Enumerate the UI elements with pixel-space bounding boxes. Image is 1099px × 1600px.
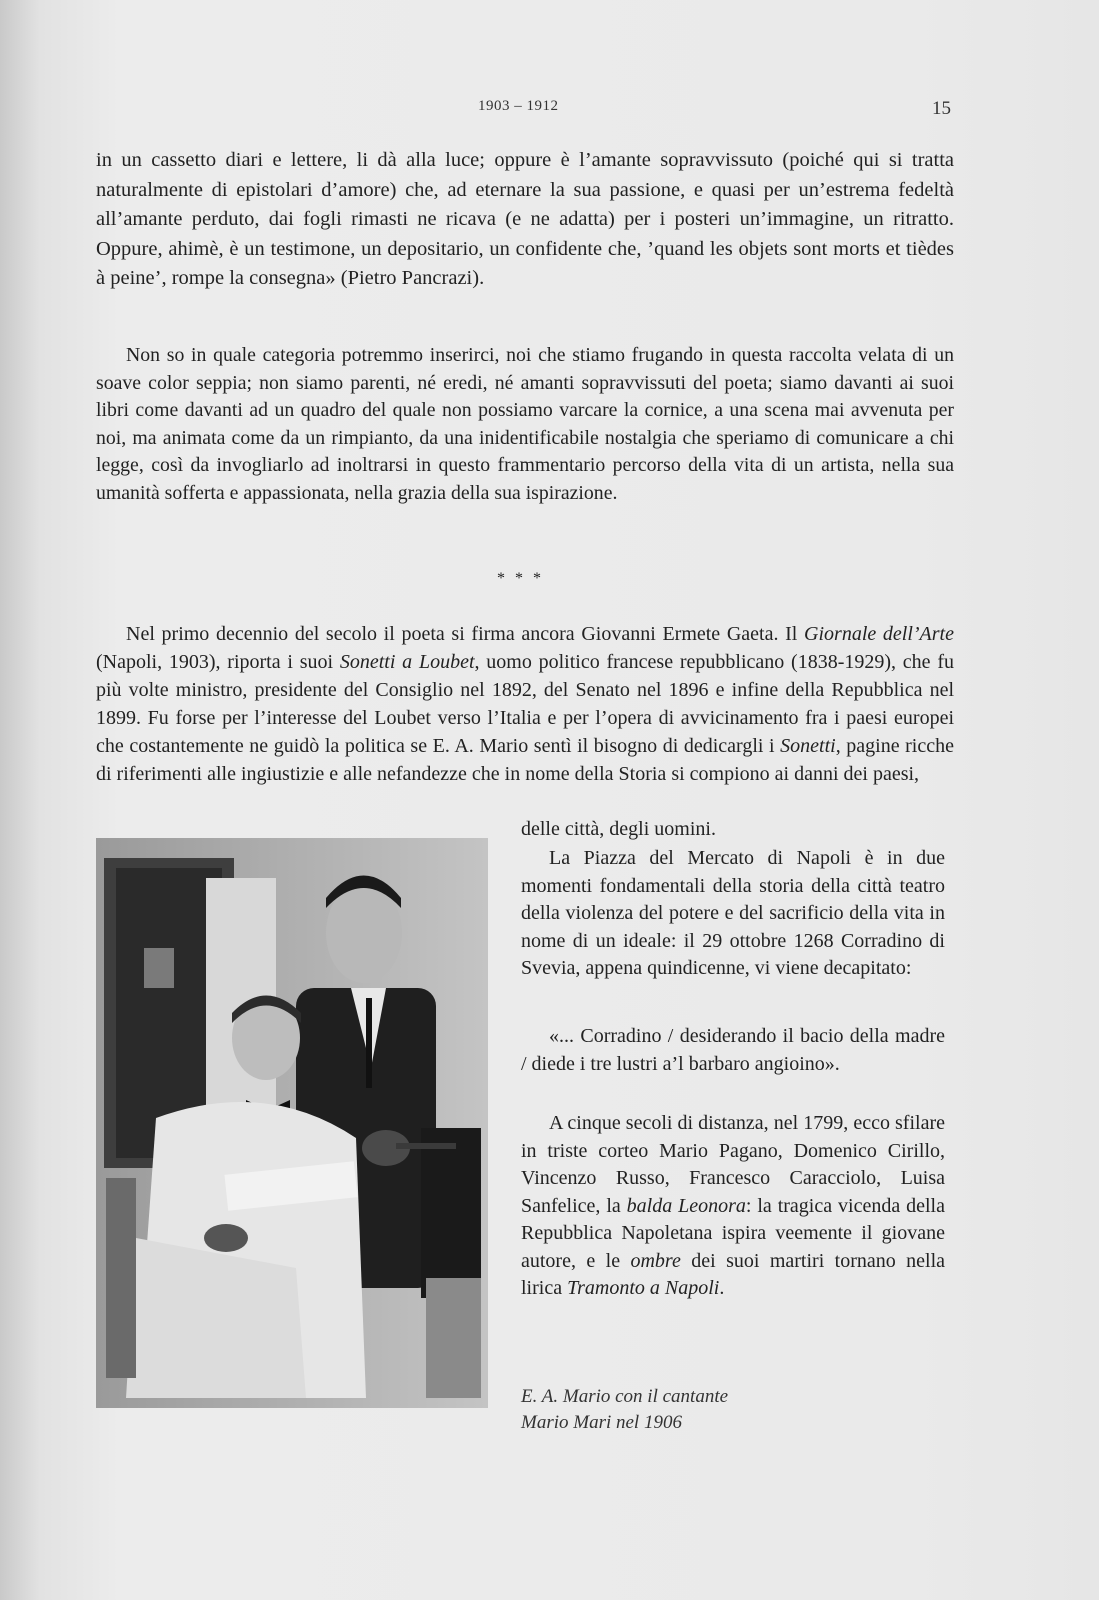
c3-italic-3: Tramonto a Napoli	[567, 1277, 720, 1299]
column-line: delle città, degli uomini.	[521, 818, 716, 840]
column-paragraph-2	[521, 1110, 945, 1303]
instrument	[204, 1224, 248, 1252]
section-separator: * * *	[497, 570, 544, 587]
c3-text-a: A cinque secoli di distanza, nel 1799, ecco sfilare in triste corteo Mario Pagano, Domenico Cirillo, Vincenzo Russo, Francesco Caracciolo, Luisa Sanfelice, la	[521, 1112, 945, 1217]
paragraph-2: Non so in quale categoria potremmo inserirci, noi che stiamo frugando in questa raccolta velata di un soave color seppia; non siamo parenti, né eredi, né amanti sopravvissuti del poeta; siamo davanti ai suoi libri come davanti ad un quadro del quale non possiamo varcare la cornice, a una scena mai avvenuta per noi, ma animata come da un rimpianto, da una inidentificabile nostalgia che speriamo di comunicare a chi legge, così da invogliarlo ad inoltrarsi in questo frammentario percorso della vita di un artista, nella sua umanità sofferta e appassionata, nella grazia della sua ispirazione.	[96, 344, 954, 504]
c3-italic-1: balda Leonora	[626, 1194, 746, 1217]
column-paragraph-1: La Piazza del Mercato di Napoli è in due momenti fondamentali della storia della città teatro della violenza del potere e del sacrificio della vita in nome di un ideale: il 29 ottobre 1268 Corradino di Svevia, appena quindicenne, vi viene decapitato:	[521, 847, 945, 979]
caption-line-2: Mario Mari nel 1906	[521, 1412, 682, 1433]
paragraph-3	[96, 620, 954, 788]
c3-italic-2: ombre	[630, 1249, 681, 1272]
p3-italic-a: Giornale dell’Arte	[804, 623, 954, 645]
paragraph-1: in un cassetto diari e lettere, li dà alla luce; oppure è l’amante sopravvissuto (poiché qui si tratta naturalmente di epistolari d’amore) che, ad eternare la sua passione, e quasi per un’estrema fedeltà all’amante perduto, dai fogli rimasti ne ricava (e ne adatta) per i posteri un’immagine, un ritratto. Oppure, ahimè, è un testimone, un depositario, un confidente che, ’quand les objets sont morts et tièdes à peine’, rompe la consegna» (Pietro Pancrazi).	[96, 149, 954, 289]
c3-text-c: dei suoi martiri tornano nella lirica	[521, 1249, 945, 1299]
wall-picture	[144, 948, 174, 988]
wicker-chair	[426, 1278, 481, 1398]
p3-text-a: Nel primo decennio del secolo il poeta si firma ancora Giovanni Ermete Gaeta. Il	[126, 623, 805, 645]
c3-text-b: : la tragica vicenda della Repubblica Napoletana ispira veemente il giovane autore, e le	[521, 1194, 945, 1272]
p3-italic-c: Sonetti	[780, 735, 836, 757]
page-number: 15	[932, 98, 951, 119]
p3-text-b: (Napoli, 1903), riporta i suoi	[96, 651, 340, 673]
p3-italic-b: Sonetti a Loubet	[339, 651, 475, 673]
running-title: 1903 – 1912	[478, 98, 559, 114]
p3-text-d: , pagine ricche di riferimenti alle ingiustizie e alle nefandezze che in nome della Storia si compiono ai danni dei paesi,	[96, 735, 954, 785]
caption-line-1: E. A. Mario con il cantante	[521, 1386, 729, 1407]
historic-photo	[96, 838, 488, 1408]
p3-text-c: , uomo politico francese repubblicano (1838-1929), che fu più volte ministro, presidente del Consiglio nel 1892, del Senato nel 1896 e infine della Repubblica nel 1899. Fu forse per l’interesse del Loubet verso l’Italia e per l’opera di avvicinamento fra i paesi europei che costantemente ne guidò la politica se E. A. Mario sentì il bisogno di dedicargli i	[96, 651, 954, 757]
c3-text-d: .	[719, 1277, 725, 1299]
photo-caption	[521, 1384, 728, 1436]
column-quote: «... Corradino / desiderando il bacio della madre / diede i tre lustri a’l barbaro angioino».	[521, 1025, 945, 1075]
